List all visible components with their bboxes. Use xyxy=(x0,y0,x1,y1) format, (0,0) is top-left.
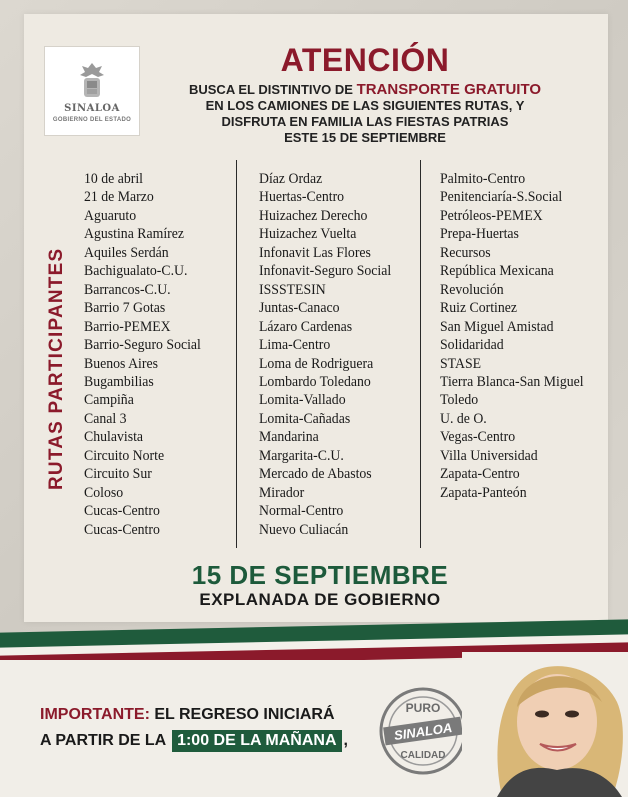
column-divider-1 xyxy=(236,160,237,548)
route-item: Margarita-C.U. xyxy=(259,447,344,464)
route-item: Bachigualato-C.U. xyxy=(84,263,188,280)
event-date: 15 DE SEPTIEMBRE xyxy=(191,560,449,590)
route-item: Barrancos-C.U. xyxy=(84,281,171,298)
important-label: IMPORTANTE: xyxy=(40,706,150,723)
route-item: Zapata-Panteón xyxy=(440,484,527,501)
route-item: Aguaruto xyxy=(84,207,137,224)
route-item: Loma de Rodriguera xyxy=(259,355,374,372)
route-item: Lomita-Cañadas xyxy=(259,410,351,427)
route-item: Villa Universidad xyxy=(440,447,538,464)
route-item: San Miguel Amistad xyxy=(440,318,554,335)
route-item: Penitenciaría-S.Social xyxy=(440,189,563,206)
route-item: Juntas-Canaco xyxy=(259,300,340,317)
route-item: Solidaridad xyxy=(440,337,504,354)
route-item: Coloso xyxy=(84,484,124,501)
route-item: Barrio-Seguro Social xyxy=(84,337,201,354)
route-item: Mercado de Abastos xyxy=(259,466,372,483)
route-item: 10 de abril xyxy=(84,171,144,187)
route-item: Cucas-Centro xyxy=(84,521,160,538)
routes-column-1 xyxy=(84,170,201,539)
logo-name: SINALOA xyxy=(64,103,120,114)
state-seal-icon xyxy=(78,61,106,101)
notice-line-2 xyxy=(40,730,348,752)
route-item: Infonavit Las Flores xyxy=(259,244,371,261)
route-item: Prepa-Huertas xyxy=(440,226,519,243)
route-item: Revolución xyxy=(440,281,504,298)
route-item: Recursos xyxy=(440,244,491,261)
government-logo xyxy=(44,46,140,136)
route-item: Lombardo Toledano xyxy=(259,373,371,390)
route-item: Lázaro Cardenas xyxy=(259,318,353,335)
route-item: Zapata-Centro xyxy=(440,466,520,483)
badge-middle-text: SINALOA xyxy=(393,719,454,743)
route-item: Huertas-Centro xyxy=(259,189,345,206)
routes-column-3 xyxy=(440,170,584,502)
route-item: Aquiles Serdán xyxy=(84,244,169,261)
route-item: República Mexicana xyxy=(440,263,554,280)
route-item: Mandarina xyxy=(259,429,319,446)
route-item: Buenos Aires xyxy=(84,355,158,372)
route-item: Chulavista xyxy=(84,429,144,446)
route-item: ISSSTESIN xyxy=(259,281,326,298)
route-item: Barrio-PEMEX xyxy=(84,318,171,335)
subtitle-line-1-text: BUSCA EL DISTINTIVO DE xyxy=(188,82,357,97)
return-time-badge: 1:00 DE LA MAÑANA xyxy=(172,730,341,752)
notice-line-2-end: , xyxy=(343,732,348,749)
routes-side-label: RUTAS PARTICIPANTES xyxy=(46,247,67,490)
route-item: Cucas-Centro xyxy=(84,503,160,520)
subtitle-line-2: EN LOS CAMIONES DE LAS SIGUIENTES RUTAS, Y xyxy=(205,98,525,113)
route-item: Toledo xyxy=(440,392,479,409)
puro-sinaloa-badge-icon xyxy=(378,686,468,776)
route-item: Infonavit-Seguro Social xyxy=(259,263,392,280)
notice-line-1-text: EL REGRESO INICIARÁ xyxy=(149,706,335,723)
badge-bottom-text: CALIDAD xyxy=(400,750,446,761)
header-subtitle xyxy=(140,82,590,146)
route-item: Canal 3 xyxy=(84,410,127,427)
route-item: Lima-Centro xyxy=(259,337,331,354)
route-item: Barrio 7 Gotas xyxy=(84,300,166,317)
route-item: Ruiz Cortinez xyxy=(440,300,518,317)
route-item: Tierra Blanca-San Miguel xyxy=(440,373,584,390)
route-item: Palmito-Centro xyxy=(440,171,526,187)
notice-line-2-text: A PARTIR DE LA xyxy=(40,732,171,749)
route-item: Circuito Sur xyxy=(84,466,152,483)
free-transport-highlight: TRANSPORTE GRATUITO xyxy=(356,81,542,98)
event-place: EXPLANADA DE GOBIERNO xyxy=(199,590,441,609)
route-item: Normal-Centro xyxy=(259,503,344,520)
route-item: U. de O. xyxy=(440,410,487,427)
route-item: Vegas-Centro xyxy=(440,429,516,446)
notice-line-1 xyxy=(40,706,335,724)
route-item: Campiña xyxy=(84,392,134,409)
route-item: Bugambilias xyxy=(84,373,154,390)
route-item: Lomita-Vallado xyxy=(259,392,346,409)
route-item: Petróleos-PEMEX xyxy=(440,207,543,224)
subtitle-line-1 xyxy=(140,82,590,98)
route-item: 21 de Marzo xyxy=(84,189,154,206)
logo-subtitle: GOBIERNO DEL ESTADO xyxy=(52,117,132,123)
route-item: Agustina Ramírez xyxy=(84,226,185,243)
route-item: Huizachez Vuelta xyxy=(259,226,357,243)
column-divider-2 xyxy=(420,160,421,548)
route-item: STASE xyxy=(440,355,482,372)
route-item: Huizachez Derecho xyxy=(259,207,368,224)
route-item: Nuevo Culiacán xyxy=(259,521,349,538)
subtitle-line-3: DISFRUTA EN FAMILIA LAS FIESTAS PATRIAS xyxy=(221,114,509,129)
routes-column-2 xyxy=(259,170,391,539)
page-title: ATENCIÓN xyxy=(280,42,450,78)
route-item: Circuito Norte xyxy=(84,447,165,464)
badge-top-text: PURO xyxy=(405,701,441,715)
route-item: Mirador xyxy=(259,484,305,501)
artist-photo xyxy=(462,652,628,797)
route-item: Díaz Ordaz xyxy=(259,171,323,187)
subtitle-line-4: ESTE 15 DE SEPTIEMBRE xyxy=(284,130,446,145)
